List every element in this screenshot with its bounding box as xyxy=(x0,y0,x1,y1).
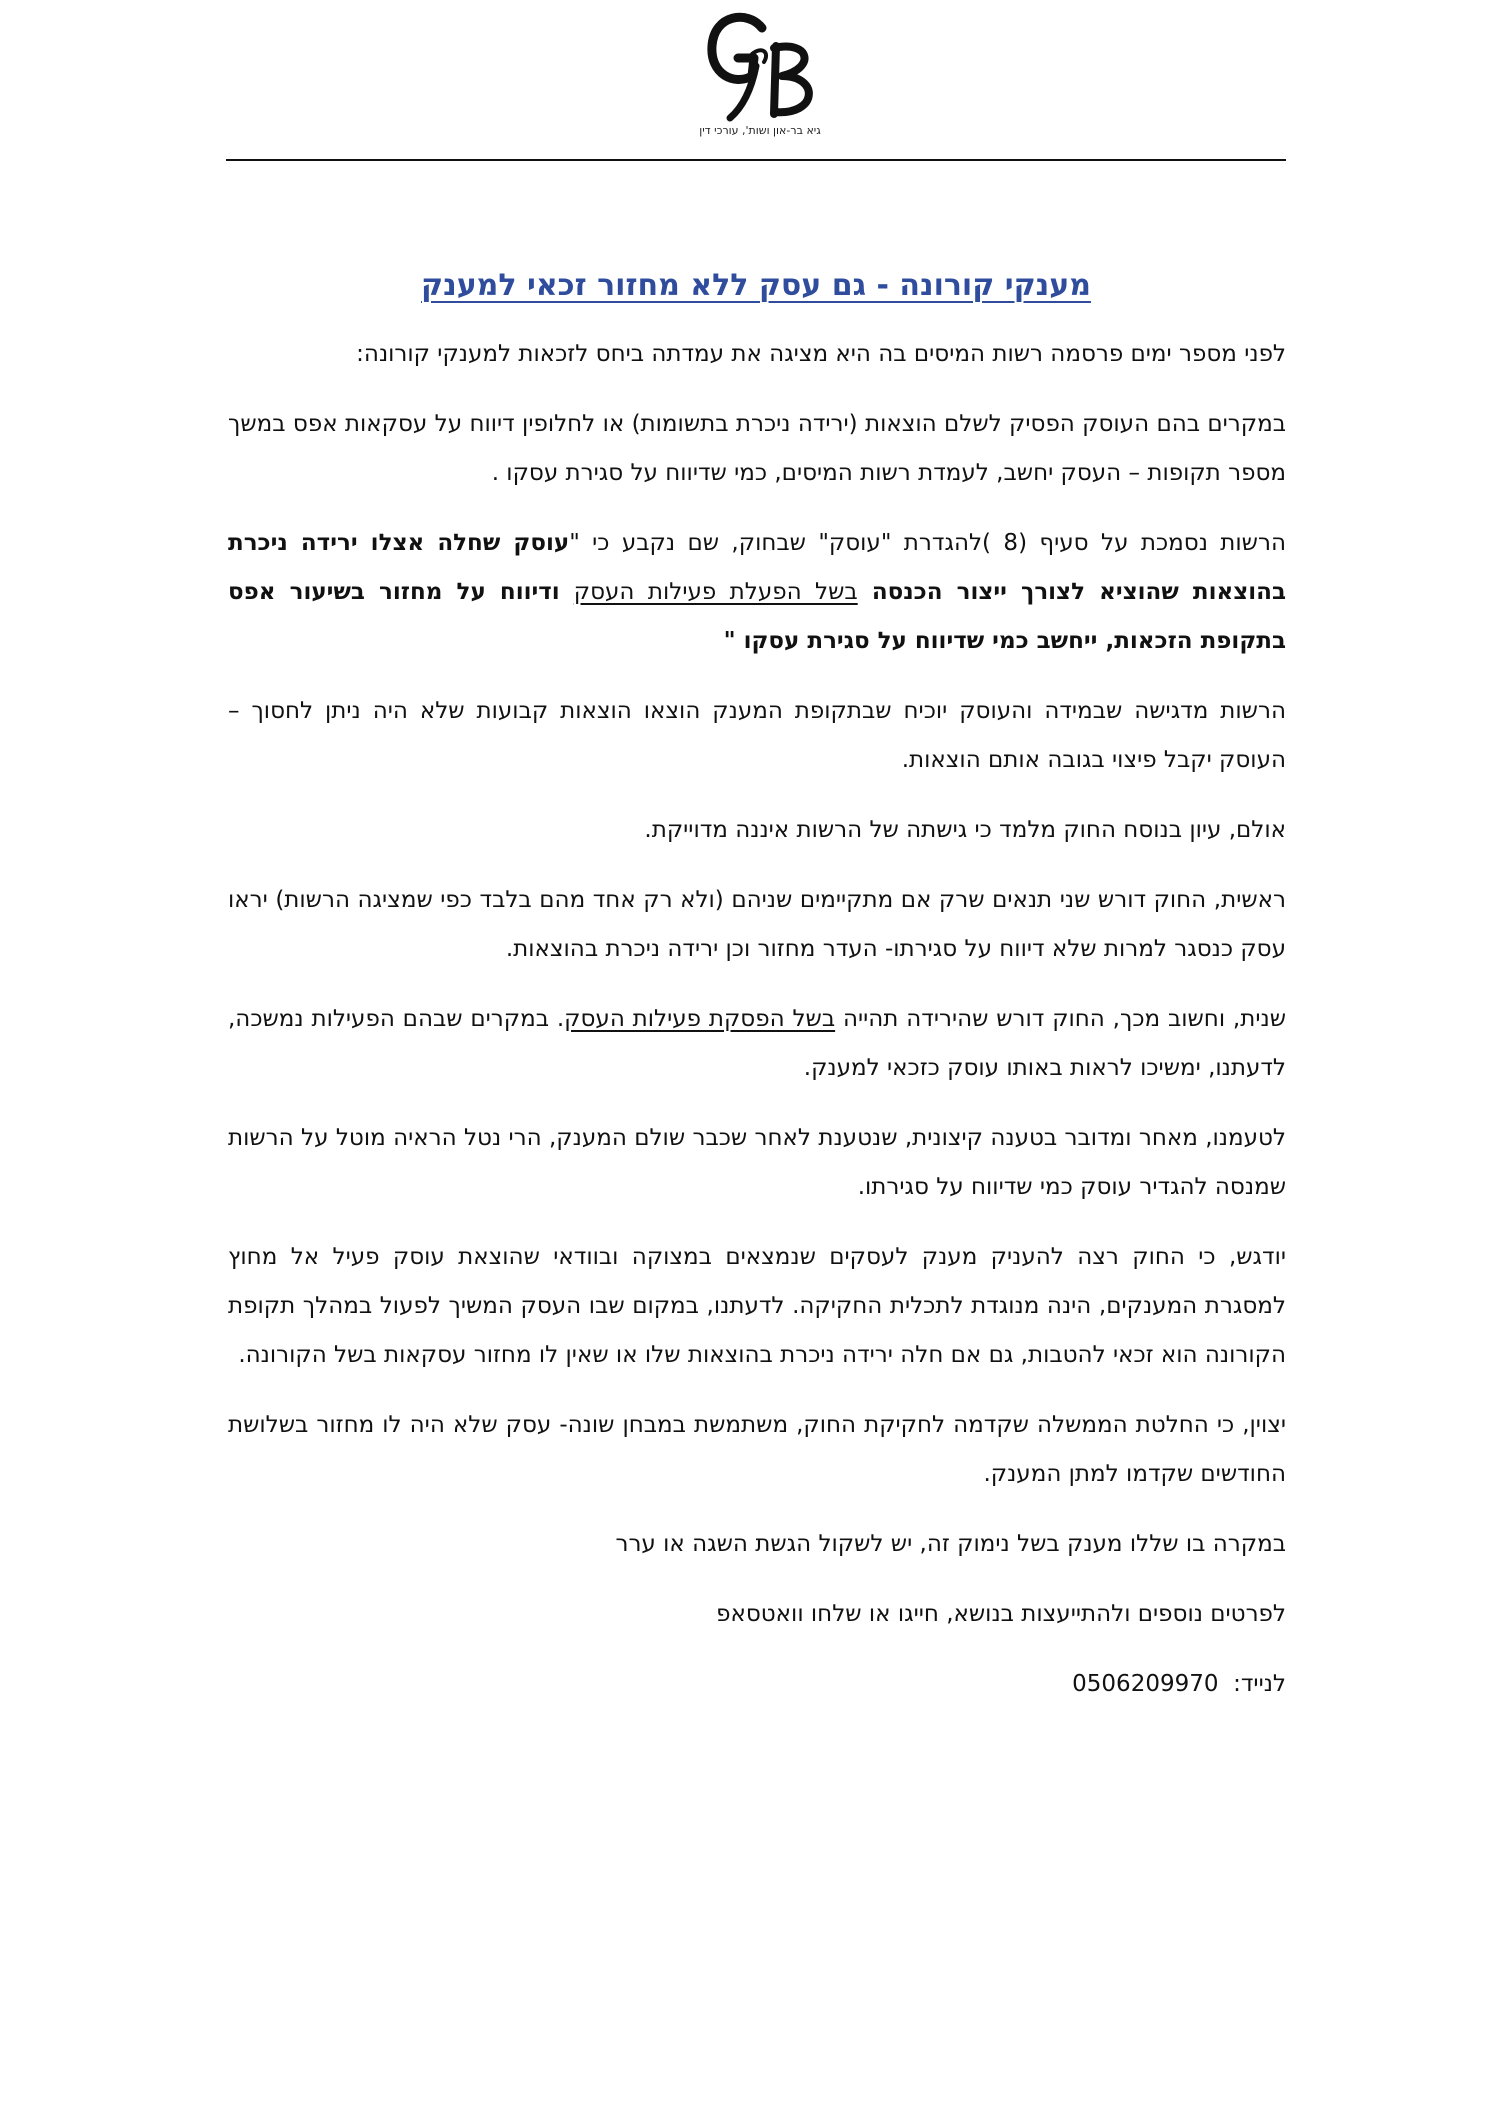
document-body xyxy=(228,330,1286,1730)
paragraph-3-quote-bold-end: ודיווח על מחזור בשיעור אפס בתקופת הזכאות, ייחשב כמי שדיווח על סגירת עסקו xyxy=(228,579,1286,654)
contact-line xyxy=(228,1660,1286,1709)
firm-logo xyxy=(690,6,830,124)
paragraph-10: יצוין, כי החלטת הממשלה שקדמה לחקיקת החוק, משתמשת במבחן שונה- עסק שלא היה לו מחזור בשלושת החודשים שקדמו למתן המענק. xyxy=(228,1412,1286,1487)
paragraph-6: ראשית, החוק דורש שני תנאים שרק אם מתקיימים שניהם (ולא רק אחד מהם בלבד כפי שמציגה הרשות) יראו עסק כנסגר למרות שלא דיווח על סגירתו- העדר מחזור וכן ירידה ניכרת בהוצאות. xyxy=(228,887,1286,962)
paragraph-4: הרשות מדגישה שבמידה והעוסק יוכיח שבתקופת המענק הוצאו הוצאות קבועות שלא היה ניתן לחסוך – העוסק יקבל פיצוי בגובה אותם הוצאות. xyxy=(228,698,1286,773)
paragraph-2: במקרים בהם העוסק הפסיק לשלם הוצאות (ירידה ניכרת בתשומות) או לחלופין דיווח על עסקאות אפס במשך מספר תקופות – העסק יחשב, לעמדת רשות המיסים, כמי שדיווח על סגירת עסקו . xyxy=(228,411,1286,486)
paragraph-11: במקרה בו שללו מענק בשל נימוק זה, יש לשקול הגשת השגה או ערר xyxy=(615,1531,1286,1557)
paragraph-1: לפני מספר ימים פרסמה רשות המיסים בה היא מציגה את עמדתה ביחס לזכאות למענקי קורונה: xyxy=(356,341,1286,367)
letterhead xyxy=(0,0,1500,164)
paragraph-5: אולם, עיון בנוסח החוק מלמד כי גישתה של הרשות איננה מדוייקת. xyxy=(644,817,1286,843)
header-divider xyxy=(226,159,1286,161)
paragraph-3-quote-underlined: בשל הפעלת פעילות העסק xyxy=(573,579,858,605)
paragraph-12: לפרטים נוספים ולהתייעצות בנושא, חייגו או שלחו וואטסאפ xyxy=(716,1601,1286,1627)
paragraph-7-rest: . במקרים שבהם הפעילות נמשכה, לדעתנו, ימשיכו לראות באותו עוסק כזכאי למענק. xyxy=(228,1006,1286,1081)
paragraph-8: לטעמנו, מאחר ומדובר בטענה קיצונית, שנטענת לאחר שכבר שולם המענק, הרי נטל הראיה מוטל על הרשות שמנסה להגדיר עוסק כמי שדיווח על סגירתו. xyxy=(228,1125,1286,1200)
paragraph-9: יודגש, כי החוק רצה להעניק מענק לעסקים שנמצאים במצוקה ובוודאי שהוצאת עוסק פעיל אל מחוץ למסגרת המענקים, הינה מנוגדת לתכלית החקיקה. לדעתנו, במקום שבו העסק המשיך לפעול במהלך תקופת הקורונה הוא זכאי להטבות, גם אם חלה ירידה ניכרת בהוצאות שלו או שאין לו מחזור עסקאות בשל הקורונה. xyxy=(228,1244,1286,1368)
contact-label: לנייד: xyxy=(1233,1671,1286,1697)
paragraph-3-intro: הרשות נסמכת על סעיף (8 )להגדרת "עוסק" שבחוק, שם נקבע כי " xyxy=(569,530,1286,556)
paragraph-3-close-quote: " xyxy=(723,628,744,654)
firm-name: גיא בר-און ושות', עורכי דין xyxy=(699,124,821,137)
phone-number[interactable]: 0506209970 xyxy=(1072,1671,1219,1697)
paragraph-3 xyxy=(228,519,1286,666)
paragraph-7-intro: שנית, וחשוב מכך, החוק דורש שהירידה תהייה xyxy=(835,1006,1287,1032)
paragraph-3-quote-bold: עוסק שחלה אצלו ירידה ניכרת בהוצאות שהוציא לצורך ייצור הכנסה xyxy=(228,530,1286,605)
document-title: מענקי קורונה - גם עסק ללא מחזור זכאי למענק xyxy=(421,268,1091,304)
paragraph-7 xyxy=(228,995,1286,1093)
paragraph-7-underlined: בשל הפסקת פעילות העסק xyxy=(564,1006,836,1032)
